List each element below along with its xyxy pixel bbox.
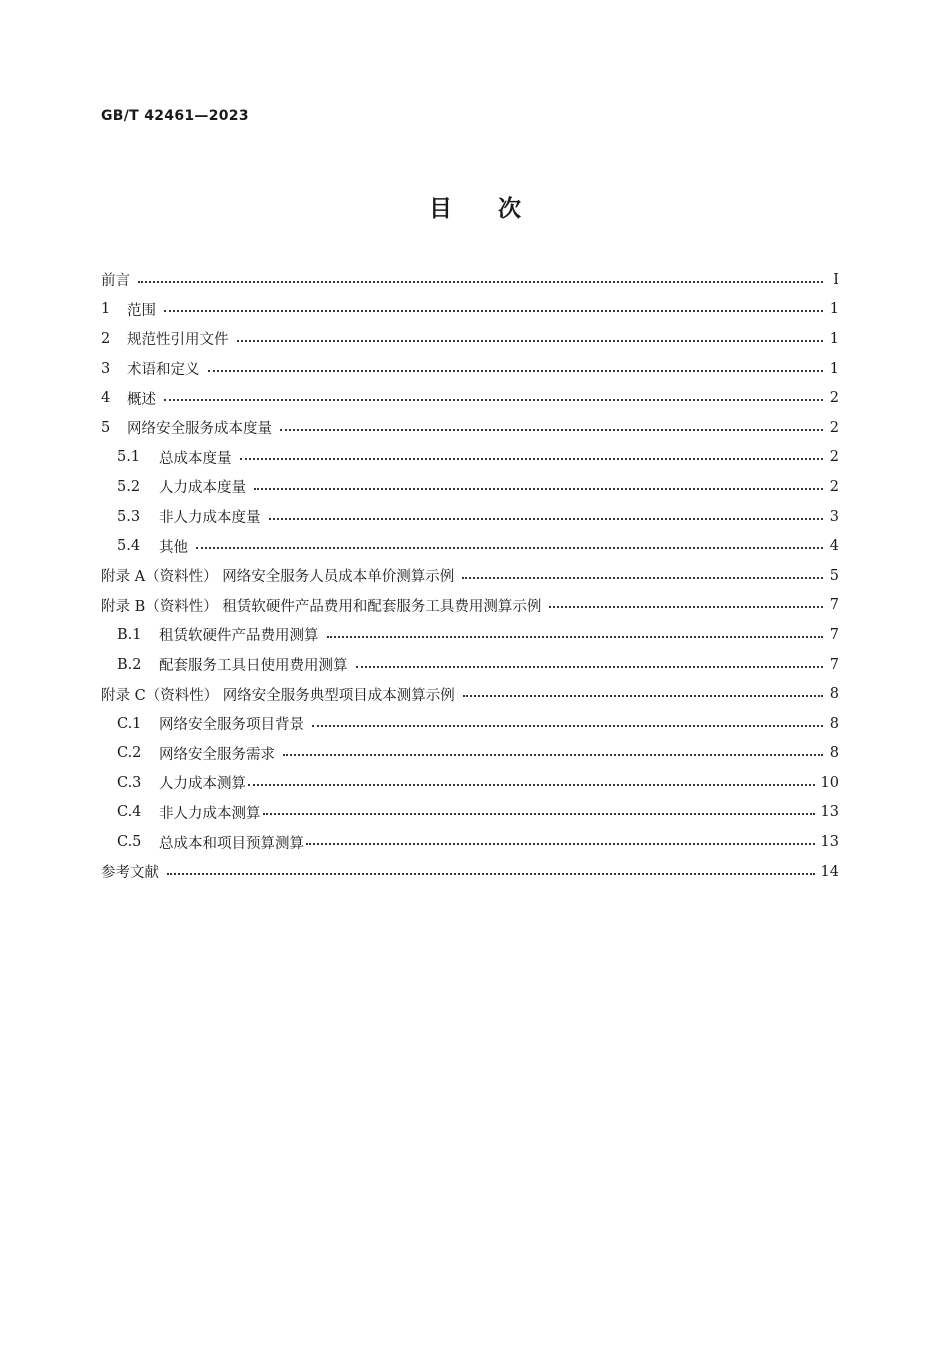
toc-leader-dots: [463, 695, 823, 697]
toc-entry-page: 8: [829, 715, 839, 732]
toc-entry-number: 5.3: [117, 508, 141, 525]
toc-entry-number: 5.1: [117, 449, 141, 466]
toc-entry-number: C.3: [117, 774, 142, 791]
toc-entry-page: 7: [829, 597, 839, 614]
toc-entry-label: 附录 C（资料性） 网络安全服务典型项目成本测算示例: [101, 687, 455, 704]
toc-entry-page: Ⅰ: [833, 271, 839, 288]
toc-entry-label: 概述: [127, 391, 156, 408]
toc-entry-label: 配套服务工具日使用费用测算: [159, 658, 348, 675]
toc-entry-c-2[interactable]: [101, 739, 839, 769]
toc-entry-label: 人力成本度量: [159, 480, 246, 497]
toc-entry-label: 术语和定义: [127, 362, 200, 379]
toc-entry-page: 1: [829, 301, 839, 318]
toc-entry-page: 2: [829, 419, 839, 436]
toc-leader-dots: [549, 606, 823, 608]
toc-leader-dots: [269, 518, 824, 520]
toc-entry-foreword[interactable]: [101, 265, 839, 295]
toc-entry-c-5[interactable]: [101, 827, 839, 857]
toc-entry-label: 非人力成本度量: [159, 510, 261, 527]
toc-entry-appendix-c[interactable]: [101, 679, 839, 709]
toc-entry-2[interactable]: [101, 324, 839, 354]
toc-entry-page: 7: [829, 656, 839, 673]
toc-entry-5-4[interactable]: [101, 531, 839, 561]
toc-entry-number: B.2: [117, 656, 142, 673]
toc-entry-page: 13: [820, 804, 839, 821]
toc-entry-page: 14: [820, 863, 839, 880]
toc-entry-b-1[interactable]: [101, 620, 839, 650]
toc-leader-dots: [280, 429, 823, 431]
toc-entry-label: 参考文献: [101, 865, 159, 882]
toc-leader-dots: [237, 340, 824, 342]
toc-entry-page: 10: [820, 774, 839, 791]
toc-entry-page: 4: [829, 538, 839, 555]
toc-entry-page: 2: [829, 390, 839, 407]
toc-leader-dots: [248, 784, 815, 786]
toc-entry-label: 人力成本测算: [159, 776, 246, 793]
toc-entry-label: 附录 B（资料性） 租赁软硬件产品费用和配套服务工具费用测算示例: [101, 598, 542, 615]
toc-leader-dots: [164, 310, 823, 312]
toc-entry-page: 3: [829, 508, 839, 525]
toc-leader-dots: [283, 754, 823, 756]
toc-entry-5[interactable]: [101, 413, 839, 443]
toc-entry-page: 7: [829, 626, 839, 643]
toc-leader-dots: [164, 399, 823, 401]
toc-entry-label: 非人力成本测算: [159, 805, 261, 822]
toc-entry-label: 规范性引用文件: [127, 332, 229, 349]
toc-entry-label: 租赁软硬件产品费用测算: [159, 628, 319, 645]
toc-entry-label: 附录 A（资料性） 网络安全服务人员成本单价测算示例: [101, 569, 455, 586]
toc-entry-number: C.4: [117, 804, 142, 821]
toc-entry-label: 范围: [127, 302, 156, 319]
toc-entry-label: 网络安全服务需求: [159, 746, 275, 763]
toc-leader-dots: [306, 843, 815, 845]
toc-entry-label: 网络安全服务成本度量: [127, 421, 272, 438]
toc-entry-number: 4: [101, 390, 111, 407]
toc-entry-c-3[interactable]: [101, 768, 839, 798]
toc-entry-5-2[interactable]: [101, 472, 839, 502]
toc-entry-page: 1: [829, 330, 839, 347]
toc-entry-number: 5.4: [117, 538, 141, 555]
table-of-contents: [101, 265, 839, 886]
toc-entry-appendix-a[interactable]: [101, 561, 839, 591]
toc-leader-dots: [327, 636, 824, 638]
standard-number: GB/T 42461—2023: [101, 108, 249, 124]
toc-leader-dots: [240, 458, 824, 460]
toc-entry-number: C.2: [117, 745, 142, 762]
toc-leader-dots: [312, 725, 823, 727]
toc-entry-number: 1: [101, 301, 111, 318]
toc-entry-page: 2: [829, 478, 839, 495]
toc-entry-c-1[interactable]: [101, 709, 839, 739]
toc-entry-number: 5: [101, 419, 111, 436]
toc-entry-label: 其他: [159, 539, 188, 556]
toc-leader-dots: [254, 488, 823, 490]
toc-entry-number: 3: [101, 360, 111, 377]
toc-entry-number: C.1: [117, 715, 142, 732]
toc-entry-number: B.1: [117, 626, 142, 643]
toc-entry-page: 8: [829, 745, 839, 762]
toc-leader-dots: [263, 813, 815, 815]
toc-entry-b-2[interactable]: [101, 650, 839, 680]
toc-entry-page: 13: [820, 834, 839, 851]
toc-entry-bibliography[interactable]: [101, 857, 839, 887]
toc-entry-page: 8: [829, 686, 839, 703]
toc-leader-dots: [138, 281, 823, 283]
toc-entry-1[interactable]: [101, 295, 839, 325]
toc-entry-5-1[interactable]: [101, 443, 839, 473]
toc-entry-number: C.5: [117, 834, 142, 851]
toc-entry-label: 总成本度量: [159, 450, 232, 467]
toc-entry-label: 前言: [101, 273, 130, 290]
toc-leader-dots: [167, 873, 815, 875]
toc-entry-number: 2: [101, 330, 111, 347]
toc-entry-page: 5: [829, 567, 839, 584]
toc-entry-page: 1: [829, 360, 839, 377]
toc-entry-label: 总成本和项目预算测算: [159, 835, 304, 852]
toc-entry-page: 2: [829, 449, 839, 466]
toc-leader-dots: [356, 666, 824, 668]
toc-entry-c-4[interactable]: [101, 798, 839, 828]
page-title: 目次: [429, 196, 567, 222]
toc-entry-number: 5.2: [117, 478, 141, 495]
toc-entry-appendix-b[interactable]: [101, 591, 839, 621]
toc-leader-dots: [462, 577, 823, 579]
toc-entry-3[interactable]: [101, 354, 839, 384]
toc-entry-4[interactable]: [101, 383, 839, 413]
toc-entry-label: 网络安全服务项目背景: [159, 717, 304, 734]
toc-leader-dots: [208, 370, 824, 372]
toc-leader-dots: [196, 547, 823, 549]
toc-entry-5-3[interactable]: [101, 502, 839, 532]
